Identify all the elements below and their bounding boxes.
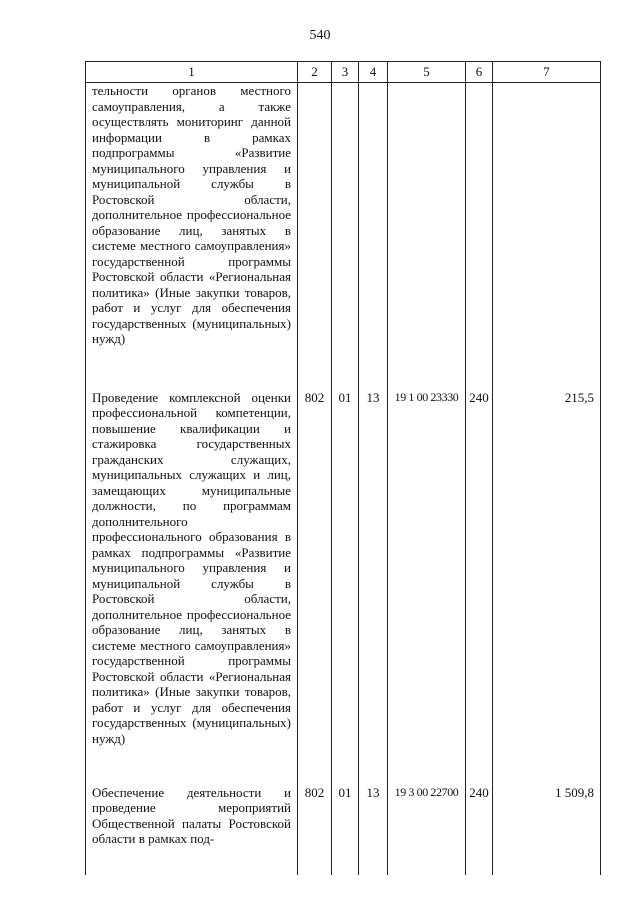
table-row: [86, 390, 601, 785]
row-section-code: 01: [332, 785, 359, 875]
row-expense-type: 240: [466, 390, 493, 785]
header-col-7: 7: [493, 62, 601, 83]
row-expense-type: 240: [466, 785, 493, 875]
row-description: тельности органов местного самоуправления, а также осуществлять мониторинг данной информации в рамках подпрограммы «Развитие муниципального управления и муниципальной службы в Ростовской области, дополнительное профессиональное образование лиц, занятых в системе местного самоуправления» государственной программы Ростовской области «Региональная политика» (Иные закупки товаров, работ и услуг для обеспечения государственных (муниципальных) нужд): [86, 83, 298, 390]
row-section-code: [332, 83, 359, 390]
row-target-article: 19 3 00 22700: [388, 785, 466, 875]
row-subsection-code: 13: [359, 390, 388, 785]
row-target-article: [388, 83, 466, 390]
row-ministry-code: [298, 83, 332, 390]
header-col-2: 2: [298, 62, 332, 83]
header-row: [86, 62, 601, 83]
header-col-1: 1: [86, 62, 298, 83]
header-col-3: 3: [332, 62, 359, 83]
row-amount: [493, 83, 601, 390]
row-section-code: 01: [332, 390, 359, 785]
table-row: [86, 785, 601, 875]
row-amount: 1 509,8: [493, 785, 601, 875]
header-col-6: 6: [466, 62, 493, 83]
header-col-5: 5: [388, 62, 466, 83]
row-subsection-code: 13: [359, 785, 388, 875]
table-row: [86, 83, 601, 390]
row-description: Обеспечение деятельности и проведение мероприятий Общественной палаты Ростовской области в рамках под-: [86, 785, 298, 875]
row-amount: 215,5: [493, 390, 601, 785]
table-header: [86, 62, 601, 83]
table-body: [86, 83, 601, 875]
row-ministry-code: 802: [298, 390, 332, 785]
page-number: 540: [309, 28, 331, 43]
row-target-article: 19 1 00 23330: [388, 390, 466, 785]
row-subsection-code: [359, 83, 388, 390]
row-expense-type: [466, 83, 493, 390]
row-description: Проведение комплексной оценки профессиональной компетенции, повышение квалификации и стажировка государственных гражданских служащих, муниципальных служащих и лиц, замещающих муниципальные должности, по программам дополнительного профессионального образования в рамках подпрограммы «Развитие муниципального управления и муниципальной службы в Ростовской области, дополнительное профессиональное образование лиц, занятых в системе местного самоуправления» государственной программы Ростовской области «Региональная политика» (Иные закупки товаров, работ и услуг для обеспечения государственных (муниципальных) нужд): [86, 390, 298, 785]
budget-table: [85, 61, 601, 875]
row-ministry-code: 802: [298, 785, 332, 875]
header-col-4: 4: [359, 62, 388, 83]
